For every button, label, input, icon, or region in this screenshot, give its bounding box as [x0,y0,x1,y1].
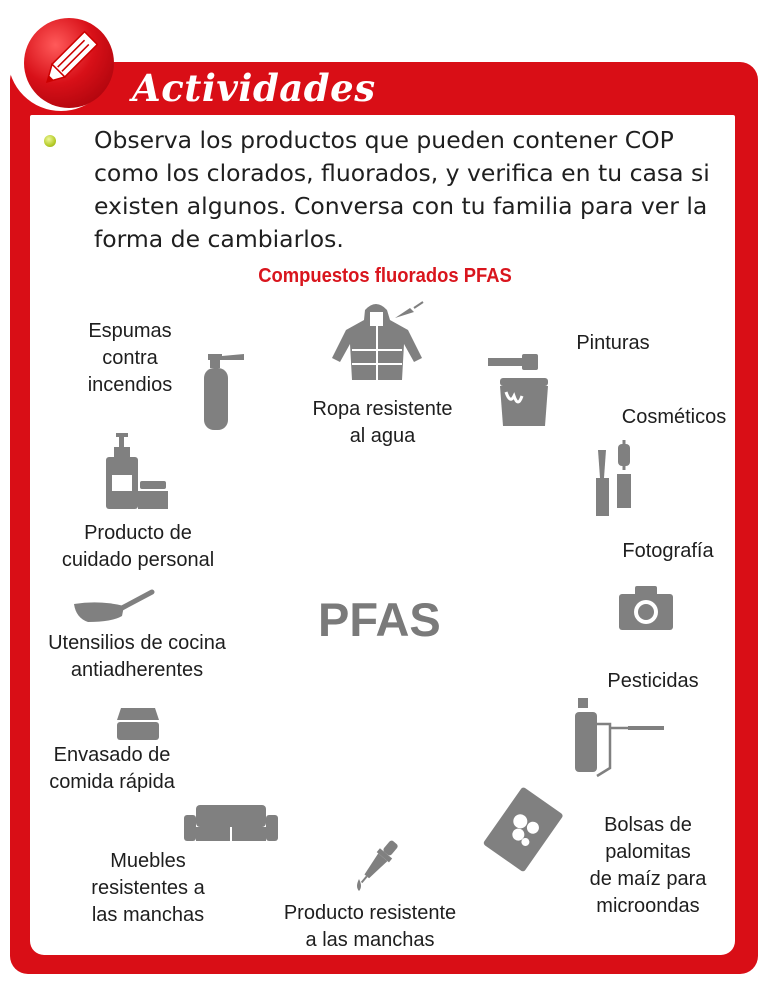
lotion-bottle-icon [104,433,168,511]
label-cosmeticos: Cosméticos [621,406,727,428]
bullet-dot [44,135,56,147]
label-envasado: Envasado de comida rápida [49,744,175,793]
paint-can-icon [488,352,553,430]
label-utensilios: Utensilios de cocina antiadherentes [48,632,226,681]
pencil-icon [34,25,104,95]
sofa-icon [184,805,278,845]
label-fotografia: Fotografía [622,540,714,562]
section-title: Actividades [132,66,376,110]
label-espumas: Espumas contra incendios [87,320,173,396]
dropper-icon [345,835,405,897]
jacket-icon [330,300,425,382]
label-palomitas: Bolsas de palomitas de maíz para microondas [589,814,707,917]
intro-text: Observa los productos que pueden contener COP como los clorados, fluorados, y verifica en tu casa si existen algunos. Conversa con tu familia para ver la forma de cambiarlos. [94,126,710,253]
food-box-icon [115,704,161,744]
camera-icon [619,586,673,630]
label-muebles: Muebles resistentes a las manchas [91,850,205,926]
mascara-icon [592,438,638,518]
diagram-subtitle: Compuestos fluorados PFAS [258,265,512,287]
label-pinturas: Pinturas [576,332,650,354]
diagram-center-label: PFAS [318,593,441,646]
pencil-badge [8,5,114,111]
popcorn-bag-icon [480,785,568,875]
fire-extinguisher-icon [198,350,248,432]
sprayer-icon [570,698,668,780]
label-cuidado: Producto de cuidado personal [61,522,215,571]
label-producto-manchas: Producto resistente a las manchas [283,902,457,951]
frying-pan-icon [72,588,156,628]
label-pesticidas: Pesticidas [607,670,699,692]
label-ropa: Ropa resistente al agua [312,398,453,447]
